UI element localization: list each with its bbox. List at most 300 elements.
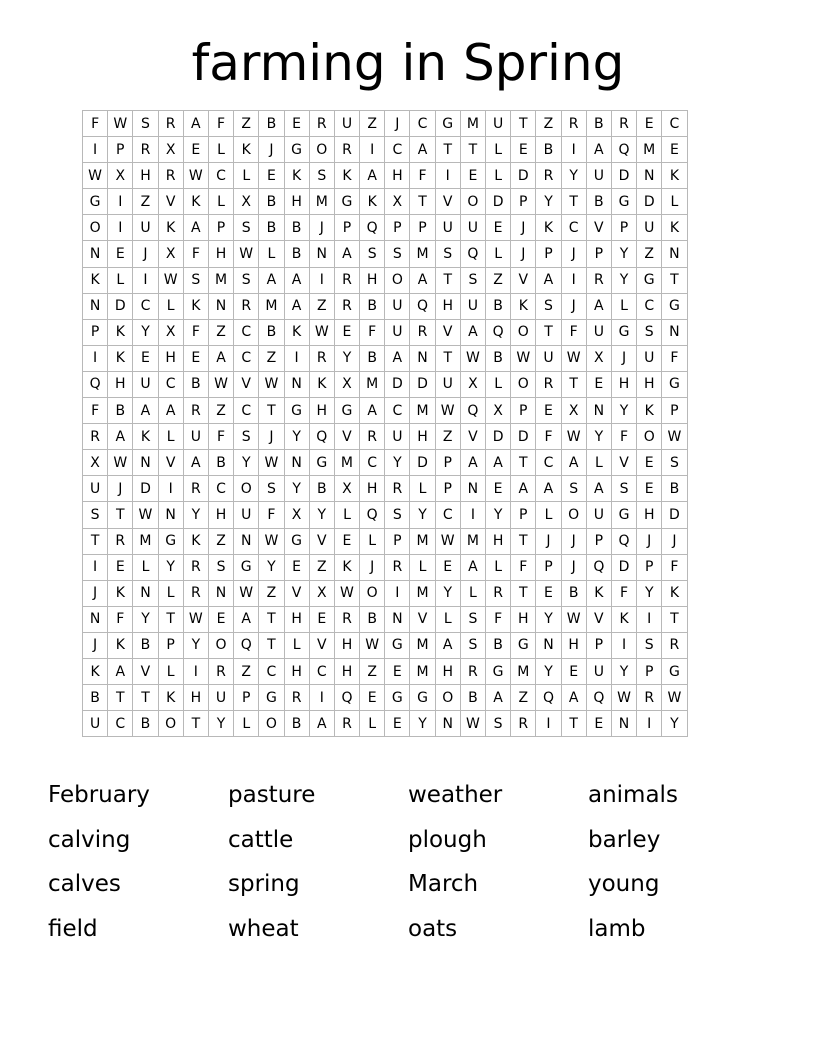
grid-cell: M (133, 528, 158, 554)
grid-cell: P (410, 215, 435, 241)
grid-cell: E (561, 658, 586, 684)
grid-cell: A (586, 476, 611, 502)
grid-cell: B (284, 241, 309, 267)
grid-cell: X (460, 371, 485, 397)
grid-cell: T (662, 267, 687, 293)
grid-cell: K (108, 580, 133, 606)
grid-cell: R (385, 476, 410, 502)
grid-cell: W (259, 528, 284, 554)
grid-cell: P (511, 398, 536, 424)
grid-cell: N (385, 606, 410, 632)
grid-cell: Y (611, 398, 636, 424)
grid-cell: I (83, 345, 108, 371)
grid-cell: K (334, 163, 359, 189)
grid-cell: S (460, 606, 485, 632)
grid-cell: D (385, 371, 410, 397)
grid-cell: M (460, 111, 485, 137)
grid-cell: I (183, 658, 208, 684)
grid-cell: B (259, 319, 284, 345)
grid-cell: C (133, 293, 158, 319)
grid-cell: Y (586, 424, 611, 450)
grid-cell: M (410, 528, 435, 554)
grid-cell: P (385, 528, 410, 554)
grid-cell: U (234, 502, 259, 528)
grid-cell: B (360, 606, 385, 632)
grid-cell: O (234, 476, 259, 502)
grid-cell: W (208, 371, 233, 397)
grid-cell: O (360, 580, 385, 606)
word-list-item: young (588, 871, 660, 897)
grid-cell: F (360, 319, 385, 345)
grid-cell: P (662, 398, 687, 424)
grid-row (83, 241, 688, 267)
grid-cell: L (234, 163, 259, 189)
grid-cell: P (511, 189, 536, 215)
grid-cell: C (234, 398, 259, 424)
grid-cell: S (536, 293, 561, 319)
grid-cell: Y (234, 450, 259, 476)
grid-cell: K (158, 215, 183, 241)
grid-cell: B (486, 632, 511, 658)
grid-cell: H (637, 371, 662, 397)
grid-cell: I (108, 189, 133, 215)
grid-cell: H (360, 476, 385, 502)
grid-cell: W (611, 685, 636, 711)
grid-cell: N (460, 476, 485, 502)
grid-cell: A (410, 137, 435, 163)
grid-cell: E (385, 711, 410, 737)
grid-cell: W (662, 424, 687, 450)
grid-cell: A (385, 345, 410, 371)
grid-cell: V (284, 580, 309, 606)
grid-cell: T (108, 502, 133, 528)
grid-cell: W (360, 632, 385, 658)
word-list (48, 778, 788, 956)
grid-cell: H (284, 189, 309, 215)
grid-cell: K (183, 189, 208, 215)
grid-cell: K (611, 606, 636, 632)
grid-cell: B (309, 476, 334, 502)
grid-cell: P (334, 215, 359, 241)
grid-cell: T (133, 685, 158, 711)
word-list-item: spring (228, 871, 300, 897)
grid-cell: U (536, 345, 561, 371)
grid-cell: A (360, 398, 385, 424)
grid-cell: A (208, 345, 233, 371)
grid-cell: I (536, 711, 561, 737)
grid-cell: L (234, 711, 259, 737)
word-list-item: weather (408, 782, 503, 808)
grid-row (83, 502, 688, 528)
grid-cell: H (637, 502, 662, 528)
grid-cell: Z (208, 528, 233, 554)
grid-cell: U (385, 424, 410, 450)
grid-cell: S (309, 163, 334, 189)
grid-cell: B (284, 711, 309, 737)
grid-cell: A (536, 267, 561, 293)
grid-cell: C (259, 658, 284, 684)
grid-cell: W (662, 685, 687, 711)
grid-cell: X (334, 371, 359, 397)
grid-cell: R (334, 267, 359, 293)
grid-cell: F (208, 424, 233, 450)
grid-cell: G (511, 632, 536, 658)
grid-cell: B (284, 215, 309, 241)
grid-cell: X (561, 398, 586, 424)
grid-cell: C (435, 502, 460, 528)
grid-cell: K (662, 215, 687, 241)
grid-cell: N (637, 163, 662, 189)
grid-cell: W (108, 111, 133, 137)
grid-cell: Q (536, 685, 561, 711)
grid-row (83, 293, 688, 319)
grid-cell: W (435, 528, 460, 554)
grid-cell: Y (486, 502, 511, 528)
grid-cell: A (360, 163, 385, 189)
grid-cell: F (183, 319, 208, 345)
grid-cell: O (83, 215, 108, 241)
grid-cell: T (435, 345, 460, 371)
grid-cell: R (208, 658, 233, 684)
grid-cell: L (158, 424, 183, 450)
grid-cell: Y (561, 163, 586, 189)
page-title: farming in Spring (191, 34, 625, 92)
grid-cell: F (511, 554, 536, 580)
grid-cell: W (183, 163, 208, 189)
grid-cell: A (133, 398, 158, 424)
grid-cell: J (108, 476, 133, 502)
grid-cell: K (183, 293, 208, 319)
grid-cell: I (637, 606, 662, 632)
grid-cell: P (511, 502, 536, 528)
grid-cell: H (108, 371, 133, 397)
grid-cell: R (586, 267, 611, 293)
grid-cell: H (486, 528, 511, 554)
grid-cell: M (360, 371, 385, 397)
grid-cell: D (410, 450, 435, 476)
grid-cell: U (435, 371, 460, 397)
grid-cell: I (637, 711, 662, 737)
grid-cell: U (133, 371, 158, 397)
word-list-item: cattle (228, 826, 294, 853)
grid-cell: S (208, 554, 233, 580)
grid-cell: L (486, 137, 511, 163)
grid-cell: M (410, 580, 435, 606)
grid-cell: B (486, 293, 511, 319)
grid-cell: G (158, 528, 183, 554)
grid-cell: V (133, 658, 158, 684)
grid-cell: F (410, 163, 435, 189)
grid-cell: B (259, 215, 284, 241)
grid-cell: R (309, 111, 334, 137)
grid-cell: B (259, 189, 284, 215)
grid-cell: E (284, 111, 309, 137)
grid-cell: Z (259, 345, 284, 371)
grid-cell: L (586, 450, 611, 476)
grid-cell: Q (460, 398, 485, 424)
grid-cell: W (435, 398, 460, 424)
grid-cell: N (536, 632, 561, 658)
grid-cell: J (511, 215, 536, 241)
grid-cell: V (158, 450, 183, 476)
grid-cell: V (334, 424, 359, 450)
grid-cell: L (435, 606, 460, 632)
grid-row (83, 685, 688, 711)
grid-cell: K (183, 528, 208, 554)
grid-cell: P (637, 554, 662, 580)
grid-cell: A (561, 685, 586, 711)
grid-cell: I (133, 267, 158, 293)
grid-row (83, 398, 688, 424)
grid-cell: V (586, 606, 611, 632)
grid-cell: H (334, 632, 359, 658)
grid-cell: L (158, 580, 183, 606)
grid-cell: D (611, 163, 636, 189)
grid-cell: N (435, 711, 460, 737)
grid-row (83, 424, 688, 450)
grid-row (83, 476, 688, 502)
grid-cell: I (108, 215, 133, 241)
grid-cell: Q (611, 528, 636, 554)
grid-cell: S (460, 632, 485, 658)
grid-cell: L (611, 293, 636, 319)
grid-cell: V (611, 450, 636, 476)
grid-cell: U (586, 319, 611, 345)
grid-cell: M (334, 450, 359, 476)
grid-cell: Y (611, 658, 636, 684)
grid-cell: G (83, 189, 108, 215)
grid-cell: I (385, 580, 410, 606)
grid-row (83, 345, 688, 371)
grid-cell: V (234, 371, 259, 397)
grid-cell: E (536, 398, 561, 424)
grid-cell: F (108, 606, 133, 632)
word-list-item: barley (588, 826, 661, 853)
grid-cell: X (334, 476, 359, 502)
grid-cell: P (385, 215, 410, 241)
grid-row (83, 137, 688, 163)
grid-cell: K (662, 580, 687, 606)
grid-cell: G (611, 319, 636, 345)
grid-cell: O (561, 502, 586, 528)
grid-cell: X (234, 189, 259, 215)
grid-cell: D (486, 424, 511, 450)
grid-cell: N (662, 319, 687, 345)
grid-cell: Y (133, 319, 158, 345)
grid-cell: A (284, 267, 309, 293)
grid-cell: P (234, 685, 259, 711)
grid-cell: V (511, 267, 536, 293)
grid-cell: P (208, 215, 233, 241)
grid-cell: K (108, 632, 133, 658)
grid-cell: J (536, 528, 561, 554)
grid-cell: C (637, 293, 662, 319)
grid-cell: J (259, 424, 284, 450)
grid-cell: N (284, 450, 309, 476)
grid-cell: W (460, 345, 485, 371)
grid-cell: V (435, 189, 460, 215)
grid-cell: N (83, 293, 108, 319)
grid-cell: L (536, 502, 561, 528)
grid-row (83, 215, 688, 241)
grid-cell: Z (133, 189, 158, 215)
grid-cell: Z (234, 658, 259, 684)
grid-cell: T (536, 319, 561, 345)
grid-cell: L (334, 502, 359, 528)
grid-cell: D (133, 476, 158, 502)
grid-cell: W (183, 606, 208, 632)
grid-cell: T (259, 606, 284, 632)
grid-cell: Z (486, 267, 511, 293)
grid-cell: Y (611, 241, 636, 267)
grid-cell: T (435, 137, 460, 163)
grid-cell: I (83, 554, 108, 580)
grid-cell: G (611, 189, 636, 215)
grid-cell: A (158, 398, 183, 424)
grid-cell: W (234, 580, 259, 606)
grid-cell: G (284, 398, 309, 424)
word-search-grid (82, 110, 688, 737)
grid-cell: G (284, 137, 309, 163)
grid-cell: Y (536, 658, 561, 684)
grid-cell: L (486, 371, 511, 397)
word-list-item: oats (408, 915, 458, 942)
grid-cell: S (234, 424, 259, 450)
grid-cell: Y (208, 711, 233, 737)
grid-cell: H (309, 398, 334, 424)
grid-cell: F (662, 554, 687, 580)
grid-cell: O (637, 424, 662, 450)
grid-cell: E (586, 711, 611, 737)
grid-cell: S (183, 267, 208, 293)
grid-cell: M (511, 658, 536, 684)
grid-cell: S (561, 476, 586, 502)
grid-cell: L (360, 528, 385, 554)
grid-cell: H (511, 606, 536, 632)
grid-cell: N (611, 711, 636, 737)
grid-cell: A (410, 267, 435, 293)
grid-cell: B (586, 189, 611, 215)
grid-cell: P (586, 632, 611, 658)
grid-cell: Z (259, 580, 284, 606)
grid-cell: A (234, 606, 259, 632)
grid-cell: B (561, 580, 586, 606)
grid-cell: B (536, 137, 561, 163)
grid-cell: D (511, 163, 536, 189)
grid-cell: K (637, 398, 662, 424)
grid-cell: L (486, 241, 511, 267)
grid-cell: C (108, 711, 133, 737)
grid-cell: E (486, 215, 511, 241)
grid-cell: O (385, 267, 410, 293)
grid-cell: I (561, 137, 586, 163)
grid-cell: Y (259, 554, 284, 580)
grid-cell: P (158, 632, 183, 658)
grid-cell: E (108, 554, 133, 580)
grid-cell: J (385, 111, 410, 137)
grid-cell: A (586, 293, 611, 319)
grid-cell: T (410, 189, 435, 215)
grid-cell: T (183, 711, 208, 737)
grid-cell: U (83, 476, 108, 502)
grid-cell: B (259, 111, 284, 137)
grid-cell: Y (611, 267, 636, 293)
grid-cell: W (309, 319, 334, 345)
grid-cell: F (183, 241, 208, 267)
grid-cell: A (183, 450, 208, 476)
grid-cell: D (611, 554, 636, 580)
grid-cell: Z (309, 293, 334, 319)
grid-cell: A (284, 293, 309, 319)
grid-cell: L (486, 163, 511, 189)
grid-cell: W (561, 606, 586, 632)
grid-cell: X (158, 319, 183, 345)
grid-cell: E (183, 137, 208, 163)
grid-cell: N (133, 580, 158, 606)
grid-cell: B (360, 293, 385, 319)
grid-cell: P (611, 215, 636, 241)
grid-cell: R (133, 137, 158, 163)
grid-cell: X (309, 580, 334, 606)
grid-cell: C (561, 215, 586, 241)
grid-cell: G (309, 450, 334, 476)
grid-cell: A (309, 711, 334, 737)
grid-row (83, 528, 688, 554)
grid-cell: N (208, 293, 233, 319)
word-list-item: March (408, 871, 479, 897)
grid-cell: Q (586, 554, 611, 580)
grid-cell: H (410, 424, 435, 450)
grid-cell: X (158, 241, 183, 267)
grid-cell: E (637, 476, 662, 502)
grid-cell: D (108, 293, 133, 319)
grid-cell: J (83, 632, 108, 658)
grid-cell: E (435, 554, 460, 580)
grid-cell: A (460, 554, 485, 580)
grid-cell: N (234, 528, 259, 554)
grid-cell: R (561, 111, 586, 137)
grid-cell: H (385, 163, 410, 189)
grid-cell: M (259, 293, 284, 319)
grid-cell: U (334, 111, 359, 137)
grid-cell: R (385, 554, 410, 580)
grid-row (83, 554, 688, 580)
grid-cell: T (511, 450, 536, 476)
grid-row (83, 658, 688, 684)
grid-cell: C (360, 450, 385, 476)
grid-cell: P (435, 476, 460, 502)
grid-cell: F (611, 424, 636, 450)
grid-cell: A (486, 685, 511, 711)
grid-cell: C (309, 658, 334, 684)
grid-cell: F (662, 345, 687, 371)
grid-cell: C (234, 319, 259, 345)
grid-cell: H (208, 502, 233, 528)
grid-cell: K (108, 319, 133, 345)
grid-cell: E (334, 319, 359, 345)
grid-cell: N (662, 241, 687, 267)
grid-cell: Q (360, 502, 385, 528)
grid-cell: R (183, 554, 208, 580)
grid-cell: U (133, 215, 158, 241)
grid-cell: U (637, 215, 662, 241)
grid-cell: B (183, 371, 208, 397)
grid-cell: K (234, 137, 259, 163)
word-list-item: calving (48, 826, 131, 853)
grid-cell: T (662, 606, 687, 632)
grid-cell: C (385, 137, 410, 163)
grid-cell: T (435, 267, 460, 293)
